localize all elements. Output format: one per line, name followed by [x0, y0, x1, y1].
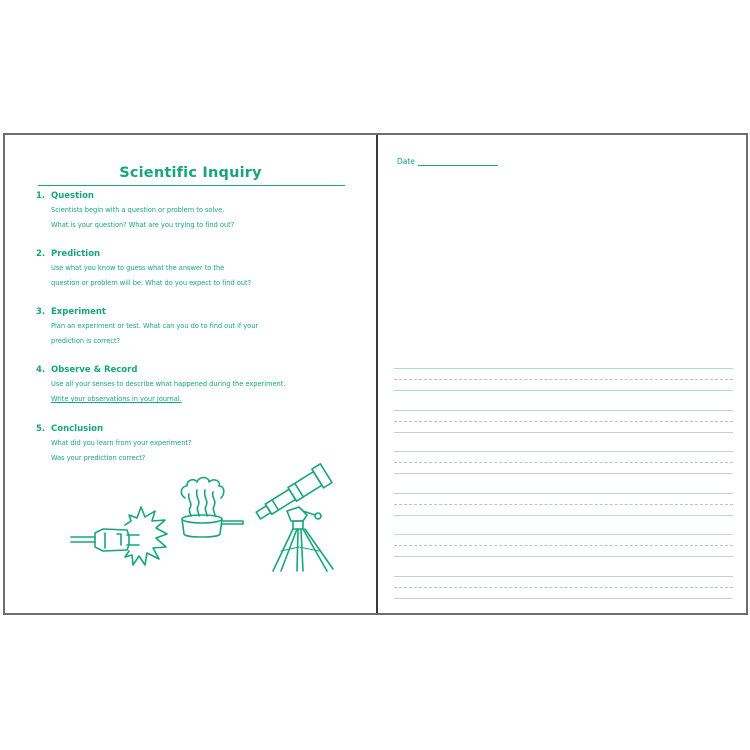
section-number: 4. — [36, 365, 46, 375]
section-text: question or problem will be. What do you expect to find out? — [51, 279, 252, 287]
section-text: Plan an experiment or test. What can you do to find out if your — [51, 322, 259, 330]
section-text: prediction is correct? — [51, 337, 121, 345]
section-number: 5. — [36, 424, 46, 434]
right-page-writing — [378, 135, 746, 613]
section-heading: Conclusion — [51, 424, 103, 434]
light-bulb-spark-icon — [69, 503, 171, 575]
section-heading: Question — [51, 191, 94, 201]
section-heading: Observe & Record — [51, 365, 138, 375]
date-field-line[interactable] — [418, 165, 498, 166]
section-number: 2. — [36, 249, 46, 259]
writing-line-3[interactable] — [394, 451, 733, 474]
journal-spread — [3, 133, 748, 615]
section-text: Scientists begin with a question or problem to solve. — [51, 206, 225, 214]
section-text: Use all your senses to describe what happened during the experiment. — [51, 380, 286, 388]
steaming-pot-icon — [177, 476, 247, 546]
telescope-icon — [249, 455, 341, 573]
section-text: What did you learn from your experiment? — [51, 439, 192, 447]
section-number: 1. — [36, 191, 46, 201]
writing-line-5[interactable] — [394, 534, 733, 557]
section-heading: Prediction — [51, 249, 101, 259]
section-number: 3. — [36, 307, 46, 317]
section-text: What is your question? What are you trying to find out? — [51, 221, 235, 229]
writing-line-4[interactable] — [394, 493, 733, 516]
writing-line-1[interactable] — [394, 368, 733, 391]
section-text: Use what you know to guess what the answer to the — [51, 264, 225, 272]
section-text: Write your observations in your journal. — [51, 395, 182, 403]
left-page-instructions — [5, 135, 376, 613]
page-title: Scientific Inquiry — [119, 165, 262, 181]
section-heading: Experiment — [51, 307, 106, 317]
writing-line-6[interactable] — [394, 576, 733, 599]
date-label: Date — [397, 157, 415, 166]
title-underline — [38, 185, 345, 186]
section-text: Was your prediction correct? — [51, 454, 146, 462]
writing-line-2[interactable] — [394, 410, 733, 433]
